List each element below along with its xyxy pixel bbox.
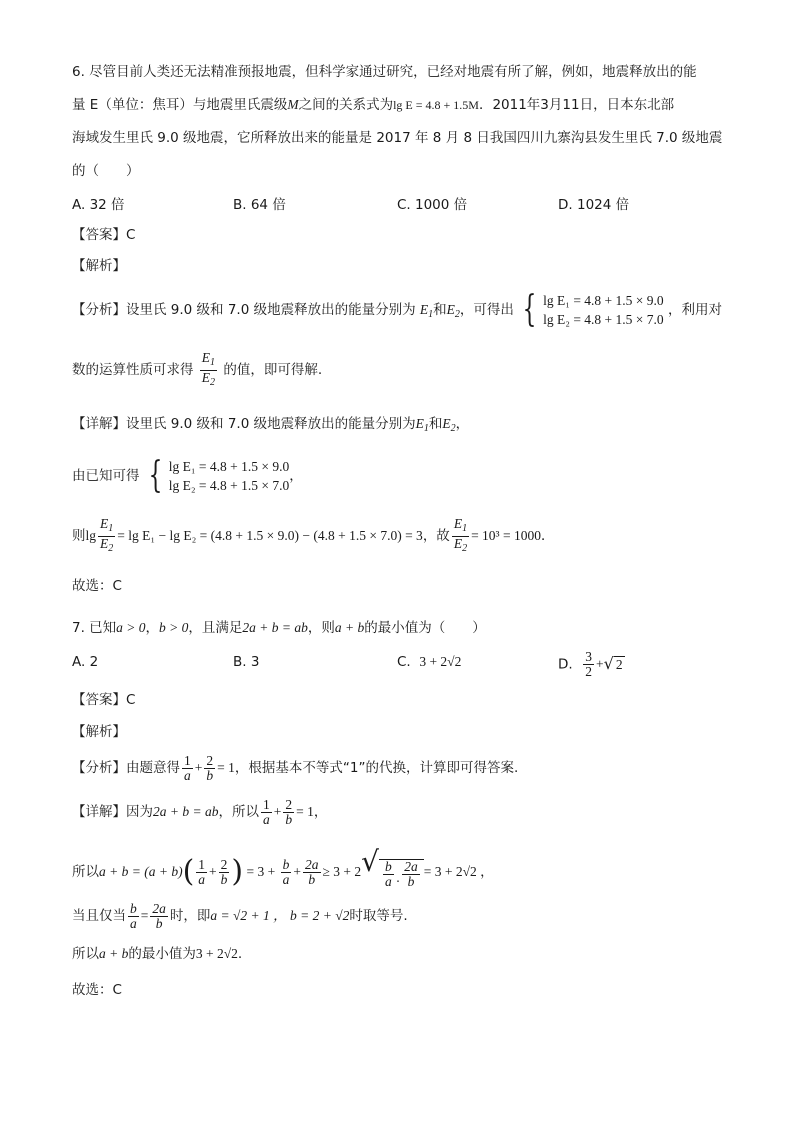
q7-xiangjie: 【详解】因为2a + b = ab，所以 $\frac{1}{a}$ + $\frac{2}{b}$ = 1， — [72, 796, 328, 827]
q6-fenxi: 【分析】设里氏 9.0 级和 7.0 级地震释放出的能量分别为 $E_1$和$E_2$，可得出 { lg E₁ = 4.8 + 1.5 × 9.0 lg E₂ = 4.8 + 1.5 × 7.0 ，利用对 — [72, 289, 722, 330]
q6-analysis-label: 【解析】 — [72, 258, 126, 274]
ratio-fraction: $\frac{E_1}{E_2}$ — [201, 349, 216, 388]
q7-line1: 7. 已知a > 0，b > 0，且满足2a + b = ab，则a + b的最小值为（ ） — [72, 620, 486, 636]
equation-system: { lg E₁ = 4.8 + 1.5 × 9.0 lg E₂ = 4.8 + 1.5 × 7.0 — [522, 289, 664, 330]
energy-formula: lg E = 4.8 + 1.5M — [393, 98, 479, 112]
q7-option-c: C. 3 + 2√2 — [397, 654, 462, 670]
q6-option-c: C. 1000 倍 — [397, 197, 468, 213]
q6-xiangjie: 【详解】设里氏 9.0 级和 7.0 级地震释放出的能量分别为$E_1$和$E_2$， — [72, 416, 470, 434]
q6-answer: 【答案】C — [72, 227, 136, 243]
q6-option-a: A. 32 倍 — [72, 197, 125, 213]
q7-equality: 当且仅当 $\frac{b}{a}$ = $\frac{2a}{b}$ 时，即a = √2 + 1 ， b = 2 + √2时取等号. — [72, 900, 408, 931]
q7-option-b: B. 3 — [233, 654, 260, 670]
q7-option-a: A. 2 — [72, 654, 99, 670]
q7-analysis-label: 【解析】 — [72, 724, 126, 740]
magnitude-symbol: M — [287, 97, 299, 112]
q6-option-d: D. 1024 倍 — [558, 197, 630, 213]
q7-fenxi: 【分析】由题意得 $\frac{1}{a}$ + $\frac{2}{b}$ = 1，根据基本不等式“1”的代换，计算即可得答案. — [72, 752, 519, 783]
q7-min: 所以a + b的最小值为3 + 2√2. — [72, 946, 243, 962]
q6-given: 由已知可得 { lg E₁ = 4.8 + 1.5 × 9.0 lg E₂ = 4.8 + 1.5 × 7.0 ， — [72, 455, 303, 496]
q7-answer: 【答案】C — [72, 692, 136, 708]
q6-then: 则lg $\frac{E_1}{E_2}$ = lg E₁ − lg E₂ = (4.8 + 1.5 × 9.0) − (4.8 + 1.5 × 7.0) = 3，故 $\frac{E_1}{E_2}$ = 10³ = 1000． — [72, 515, 555, 554]
q6-line4: 的（ ） — [72, 163, 140, 179]
q6-choose: 故选：C — [72, 578, 122, 594]
q7-chain: 所以a + b = (a + b)( $\frac{1}{a}$ + $\frac{2}{b}$ ) = 3 + $\frac{b}{a}$ + $\frac{2a}{b}$ ≥ 3 + 2√ $\frac{b}{a}$ · $\frac{2a}{b}$ = 3 + 2√2 ， — [72, 840, 494, 904]
q6-fenxi-line2: 数的运算性质可求得 $\frac{E_1}{E_2}$ 的值，即可得解. — [72, 349, 323, 388]
q6-line1: 6. 尽管目前人类还无法精准预报地震，但科学家通过研究，已经对地震有所了解，例如，地震释放出的能 — [72, 64, 697, 80]
q6-line3: 海域发生里氏 9.0 级地震，它所释放出来的能量是 2017 年 8 月 8 日我国四川九寨沟县发生里氏 7.0 级地震 — [72, 130, 723, 146]
q6-line2: 量 E（单位：焦耳）与地震里氏震级M之间的关系式为lg E = 4.8 + 1.5M．2011年3月11日，日本东北部 — [72, 97, 675, 113]
q7-choose: 故选：C — [72, 982, 122, 998]
q6-option-b: B. 64 倍 — [233, 197, 286, 213]
q7-option-d: D. $\frac{3}{2}$ +√ 2 — [558, 649, 623, 679]
